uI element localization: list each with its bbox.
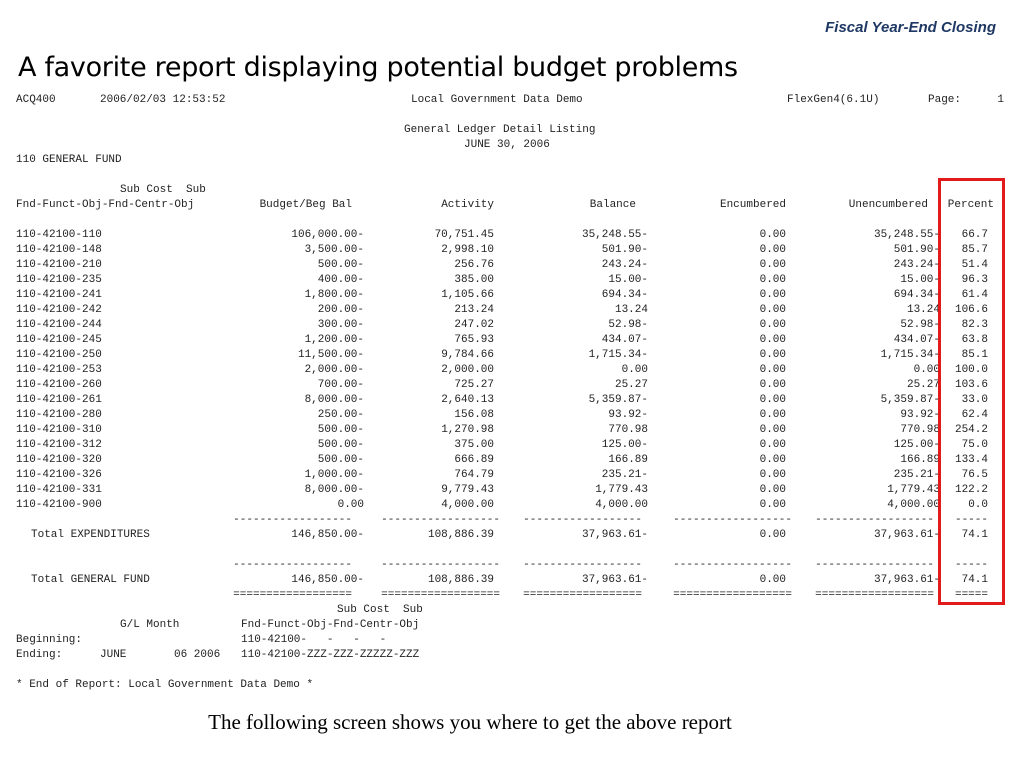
- col-header-unencumbered: Unencumbered: [848, 199, 928, 211]
- row-activity: 375.00: [454, 439, 494, 451]
- row-activity: 156.08: [454, 409, 494, 421]
- col-header-budget: Budget/Beg Bal: [259, 199, 352, 211]
- total-unencumbered: 37,963.61-: [873, 529, 940, 541]
- table-row: [16, 498, 1006, 513]
- row-activity: 247.02: [454, 319, 494, 331]
- row-percent: 254.2: [954, 424, 988, 436]
- report-header-line: [16, 93, 1006, 108]
- row-account: 110-42100-320: [16, 454, 102, 466]
- percent-column-highlight: [938, 178, 1005, 605]
- row-encumbered: 0.00: [759, 304, 786, 316]
- separator: ------------------: [381, 514, 500, 526]
- beginning-label: Beginning:: [16, 634, 83, 646]
- row-budget: 500.00-: [317, 424, 364, 436]
- row-account: 110-42100-260: [16, 379, 102, 391]
- row-encumbered: 0.00: [759, 439, 786, 451]
- row-account: 110-42100-326: [16, 469, 102, 481]
- total-budget: 146,850.00-: [291, 529, 364, 541]
- col-header-balance: Balance: [589, 199, 636, 211]
- row-encumbered: 0.00: [759, 319, 786, 331]
- row-budget: 11,500.00-: [297, 349, 364, 361]
- row-encumbered: 0.00: [759, 334, 786, 346]
- row-balance: 166.89: [608, 454, 648, 466]
- row-percent: 133.4: [954, 454, 988, 466]
- row-budget: 1,800.00-: [304, 289, 364, 301]
- row-balance: 13.24: [614, 304, 648, 316]
- total-encumbered: 0.00: [759, 574, 786, 586]
- row-account: 110-42100-148: [16, 244, 102, 256]
- report-version: FlexGen4(6.1U): [787, 94, 880, 106]
- row-encumbered: 0.00: [759, 469, 786, 481]
- row-activity: 765.93: [454, 334, 494, 346]
- row-unencumbered: 5,359.87-: [880, 394, 940, 406]
- total-budget: 146,850.00-: [291, 574, 364, 586]
- page-number: 1: [997, 94, 1004, 106]
- table-row: [16, 423, 1006, 438]
- row-encumbered: 0.00: [759, 499, 786, 511]
- table-row: [16, 468, 1006, 483]
- separator: ------------------: [523, 559, 642, 571]
- row-activity: 2,000.00: [441, 364, 494, 376]
- row-account: 110-42100-900: [16, 499, 102, 511]
- row-activity: 725.27: [454, 379, 494, 391]
- footer-caption: The following screen shows you where to get the above report: [208, 710, 732, 734]
- row-budget: 200.00-: [317, 304, 364, 316]
- row-account: 110-42100-261: [16, 394, 102, 406]
- row-percent: 76.5: [961, 469, 988, 481]
- row-percent: 63.8: [961, 334, 988, 346]
- row-balance: 1,779.43: [595, 484, 648, 496]
- row-encumbered: 0.00: [759, 484, 786, 496]
- row-budget: 8,000.00-: [304, 394, 364, 406]
- row-balance: 125.00-: [601, 439, 648, 451]
- row-unencumbered: 770.98: [900, 424, 940, 436]
- row-budget: 500.00-: [317, 439, 364, 451]
- row-encumbered: 0.00: [759, 424, 786, 436]
- row-activity: 9,779.43: [441, 484, 494, 496]
- report-org: Local Government Data Demo: [411, 94, 583, 106]
- row-activity: 2,998.10: [441, 244, 494, 256]
- row-percent: 82.3: [961, 319, 988, 331]
- separator: ==================: [523, 589, 642, 601]
- table-row: [16, 378, 1006, 393]
- row-percent: 0.0: [968, 499, 988, 511]
- row-activity: 256.76: [454, 259, 494, 271]
- table-row: [16, 348, 1006, 363]
- section-label: Fiscal Year-End Closing: [825, 19, 996, 36]
- row-budget: 106,000.00-: [291, 229, 364, 241]
- table-row: [16, 333, 1006, 348]
- row-budget: 400.00-: [317, 274, 364, 286]
- row-balance: 15.00-: [608, 274, 648, 286]
- row-activity: 4,000.00: [441, 499, 494, 511]
- table-row: [16, 408, 1006, 423]
- total-activity: 108,886.39: [427, 574, 494, 586]
- row-percent: 85.1: [961, 349, 988, 361]
- end-of-report-note: * End of Report: Local Government Data Demo *: [16, 679, 314, 691]
- report-date: JUNE 30, 2006: [464, 139, 550, 151]
- row-unencumbered: 235.21-: [893, 469, 940, 481]
- total-activity: 108,886.39: [427, 529, 494, 541]
- table-row: [16, 228, 1006, 243]
- row-activity: 9,784.66: [441, 349, 494, 361]
- row-unencumbered: 166.89: [900, 454, 940, 466]
- row-balance: 25.27: [614, 379, 648, 391]
- ending-month: JUNE: [100, 649, 127, 661]
- separator: ------------------: [233, 559, 352, 571]
- col-header-acct-top: Sub Cost Sub: [120, 184, 206, 196]
- row-unencumbered: 243.24-: [893, 259, 940, 271]
- row-account: 110-42100-235: [16, 274, 102, 286]
- row-activity: 764.79: [454, 469, 494, 481]
- row-unencumbered: 25.27: [906, 379, 940, 391]
- separator: ------------------: [233, 514, 352, 526]
- row-account: 110-42100-250: [16, 349, 102, 361]
- row-unencumbered: 35,248.55-: [873, 229, 940, 241]
- row-encumbered: 0.00: [759, 259, 786, 271]
- row-budget: 1,000.00-: [304, 469, 364, 481]
- row-percent: 61.4: [961, 289, 988, 301]
- row-percent: 62.4: [961, 409, 988, 421]
- total-label: Total EXPENDITURES: [31, 529, 150, 541]
- separator: =====: [954, 589, 988, 601]
- row-percent: 51.4: [961, 259, 988, 271]
- row-encumbered: 0.00: [759, 349, 786, 361]
- separator: ------------------: [523, 514, 642, 526]
- row-activity: 2,640.13: [441, 394, 494, 406]
- row-budget: 250.00-: [317, 409, 364, 421]
- row-percent: 122.2: [954, 484, 988, 496]
- row-balance: 694.34-: [601, 289, 648, 301]
- row-balance: 0.00: [621, 364, 648, 376]
- separator: ==================: [381, 589, 500, 601]
- row-percent: 33.0: [961, 394, 988, 406]
- row-unencumbered: 1,715.34-: [880, 349, 940, 361]
- total-percent: 74.1: [961, 529, 988, 541]
- separator: ------------------: [673, 514, 792, 526]
- selection-acct-header: Fnd-Funct-Obj-Fnd-Centr-Obj: [241, 619, 420, 631]
- row-balance: 5,359.87-: [588, 394, 648, 406]
- ending-period: 06 2006: [174, 649, 221, 661]
- separator: ------------------: [815, 514, 934, 526]
- total-fund-row: [16, 573, 1006, 588]
- row-unencumbered: 0.00: [913, 364, 940, 376]
- total-balance: 37,963.61-: [581, 574, 648, 586]
- col-header-account: Fnd-Funct-Obj-Fnd-Centr-Obj: [16, 199, 195, 211]
- table-row: [16, 288, 1006, 303]
- row-encumbered: 0.00: [759, 274, 786, 286]
- row-balance: 243.24-: [601, 259, 648, 271]
- row-unencumbered: 125.00-: [893, 439, 940, 451]
- table-row: [16, 318, 1006, 333]
- row-account: 110-42100-242: [16, 304, 102, 316]
- col-header-percent: Percent: [947, 199, 994, 211]
- row-balance: 93.92-: [608, 409, 648, 421]
- total-percent: 74.1: [961, 574, 988, 586]
- page-label: Page:: [928, 94, 962, 106]
- row-balance: 770.98: [608, 424, 648, 436]
- row-percent: 75.0: [961, 439, 988, 451]
- total-label: Total GENERAL FUND: [31, 574, 150, 586]
- separator-line: [16, 513, 1006, 528]
- separator-line: [16, 588, 1006, 603]
- total-unencumbered: 37,963.61-: [873, 574, 940, 586]
- total-expenditures-row: [16, 528, 1006, 543]
- col-header-activity: Activity: [441, 199, 494, 211]
- row-percent: 106.6: [954, 304, 988, 316]
- row-encumbered: 0.00: [759, 379, 786, 391]
- row-budget: 1,200.00-: [304, 334, 364, 346]
- separator: ==================: [815, 589, 934, 601]
- table-row: [16, 273, 1006, 288]
- row-encumbered: 0.00: [759, 244, 786, 256]
- row-account: 110-42100-280: [16, 409, 102, 421]
- col-header-encumbered: Encumbered: [719, 199, 786, 211]
- row-activity: 1,270.98: [441, 424, 494, 436]
- row-unencumbered: 694.34-: [893, 289, 940, 301]
- row-percent: 96.3: [961, 274, 988, 286]
- row-budget: 8,000.00-: [304, 484, 364, 496]
- row-unencumbered: 13.24: [906, 304, 940, 316]
- row-activity: 1,105.66: [441, 289, 494, 301]
- row-budget: 0.00: [337, 499, 364, 511]
- separator: -----: [954, 514, 988, 526]
- table-row: [16, 438, 1006, 453]
- row-unencumbered: 93.92-: [900, 409, 940, 421]
- row-account: 110-42100-110: [16, 229, 102, 241]
- table-row: [16, 453, 1006, 468]
- separator: -----: [954, 559, 988, 571]
- row-encumbered: 0.00: [759, 289, 786, 301]
- table-row: [16, 483, 1006, 498]
- slide-title: A favorite report displaying potential budget problems: [18, 52, 738, 83]
- row-percent: 103.6: [954, 379, 988, 391]
- row-unencumbered: 4,000.00: [887, 499, 940, 511]
- row-account: 110-42100-253: [16, 364, 102, 376]
- row-encumbered: 0.00: [759, 394, 786, 406]
- row-account: 110-42100-245: [16, 334, 102, 346]
- total-balance: 37,963.61-: [581, 529, 648, 541]
- row-budget: 500.00-: [317, 259, 364, 271]
- separator: ==================: [673, 589, 792, 601]
- table-row: [16, 393, 1006, 408]
- row-percent: 85.7: [961, 244, 988, 256]
- table-row: [16, 243, 1006, 258]
- row-balance: 4,000.00: [595, 499, 648, 511]
- separator: ==================: [233, 589, 352, 601]
- separator: ------------------: [815, 559, 934, 571]
- row-unencumbered: 501.90-: [893, 244, 940, 256]
- row-encumbered: 0.00: [759, 229, 786, 241]
- row-budget: 500.00-: [317, 454, 364, 466]
- row-account: 110-42100-310: [16, 424, 102, 436]
- row-percent: 100.0: [954, 364, 988, 376]
- separator: ------------------: [673, 559, 792, 571]
- gl-month-label: G/L Month: [120, 619, 180, 631]
- selection-sub-header: Sub Cost Sub: [337, 604, 423, 616]
- row-unencumbered: 15.00-: [900, 274, 940, 286]
- row-budget: 300.00-: [317, 319, 364, 331]
- row-activity: 70,751.45: [434, 229, 494, 241]
- table-row: [16, 303, 1006, 318]
- row-budget: 3,500.00-: [304, 244, 364, 256]
- row-account: 110-42100-210: [16, 259, 102, 271]
- row-encumbered: 0.00: [759, 409, 786, 421]
- fund-label: 110 GENERAL FUND: [16, 154, 122, 166]
- row-account: 110-42100-312: [16, 439, 102, 451]
- row-balance: 434.07-: [601, 334, 648, 346]
- row-encumbered: 0.00: [759, 454, 786, 466]
- column-header-row: [16, 198, 1006, 213]
- row-balance: 52.98-: [608, 319, 648, 331]
- row-activity: 213.24: [454, 304, 494, 316]
- report-title: General Ledger Detail Listing: [404, 124, 596, 136]
- table-row: [16, 363, 1006, 378]
- row-unencumbered: 1,779.43: [887, 484, 940, 496]
- row-balance: 235.21-: [601, 469, 648, 481]
- row-account: 110-42100-244: [16, 319, 102, 331]
- row-activity: 666.89: [454, 454, 494, 466]
- ending-value: 110-42100-ZZZ-ZZZ-ZZZZZ-ZZZ: [241, 649, 420, 661]
- row-activity: 385.00: [454, 274, 494, 286]
- row-account: 110-42100-331: [16, 484, 102, 496]
- row-budget: 2,000.00-: [304, 364, 364, 376]
- row-encumbered: 0.00: [759, 364, 786, 376]
- row-balance: 1,715.34-: [588, 349, 648, 361]
- row-budget: 700.00-: [317, 379, 364, 391]
- row-balance: 35,248.55-: [581, 229, 648, 241]
- row-account: 110-42100-241: [16, 289, 102, 301]
- row-unencumbered: 434.07-: [893, 334, 940, 346]
- total-encumbered: 0.00: [759, 529, 786, 541]
- report-datetime: 2006/02/03 12:53:52: [100, 94, 226, 106]
- beginning-value: 110-42100- - - -: [241, 634, 387, 646]
- separator-line: [16, 558, 1006, 573]
- row-balance: 501.90-: [601, 244, 648, 256]
- table-row: [16, 258, 1006, 273]
- ending-label: Ending:: [16, 649, 63, 661]
- report-id: ACQ400: [16, 94, 56, 106]
- row-percent: 66.7: [961, 229, 988, 241]
- row-unencumbered: 52.98-: [900, 319, 940, 331]
- separator: ------------------: [381, 559, 500, 571]
